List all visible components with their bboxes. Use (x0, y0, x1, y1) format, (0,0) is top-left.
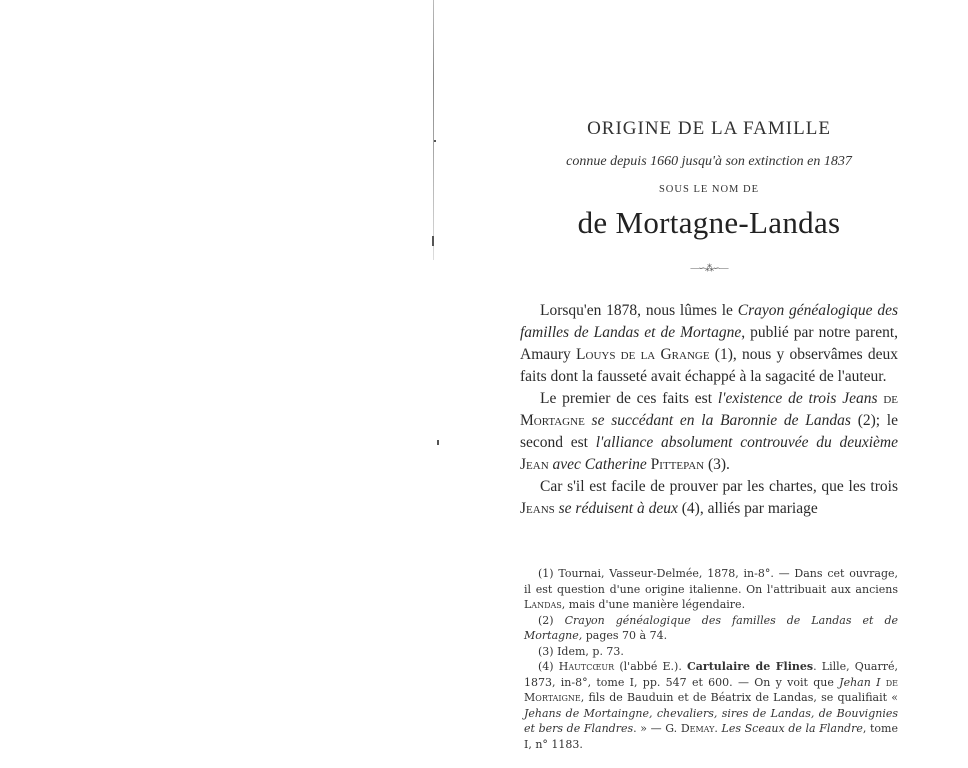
book-page (520, 118, 898, 520)
page-gutter-line (433, 0, 434, 260)
paragraph-2: Le premier de ces faits est l'existence de trois Jeans de Mortagne se succédant en la Baronnie de Landas (2); le second est l'alliance absolument controuvée du deuxième Jean avec Catherine Pittepan (3). (520, 390, 898, 473)
footnote-4: (4) Hautcœur (l'abbé E.). Cartulaire de Flines. Lille, Quarré, 1873, in-8°, tome I, pp. 547 et 600. — On y voit que Jehan I de Mortaigne, fils de Bauduin et de Béatrix de Landas, se qualifiait « Jehans de Mortaingne, chevaliers, sires de Landas, de Bouvignies et bers de Flandres. » — G. Demay. Les Sceaux de la Flandre, tome I, n° 1183. (524, 660, 898, 751)
scan-speck (432, 236, 434, 246)
footnote-3: (3) Idem, p. 73. (538, 644, 624, 658)
body-text (520, 300, 898, 520)
footnote-2: (2) Crayon généalogique des familles de Landas et de Mortagne, pages 70 à 74. (524, 613, 898, 642)
paragraph-1: Lorsqu'en 1878, nous lûmes le Crayon généalogique des familles de Landas et de Mortagne, publié par notre parent, Amaury Louys de la Grange (1), nous y observâmes deux faits dont la fausseté avait échappé à la sagacité de l'auteur. (520, 302, 899, 385)
scan-speck (437, 440, 439, 445)
footnote-1: (1) Tournai, Vasseur-Delmée, 1878, in-8°. — Dans cet ouvrage, il est question d'une origine italienne. On l'attribuait aux anciens Landas, mais d'une manière légendaire. (524, 567, 898, 611)
page-subtitle: connue depuis 1660 jusqu'à son extinction en 1837 (566, 154, 852, 169)
paragraph-3: Car s'il est facile de prouver par les chartes, que les trois Jeans se réduisent à deux (4), alliés par mariage (520, 478, 898, 517)
page-title: ORIGINE DE LA FAMILLE (587, 118, 831, 139)
scan-speck (434, 140, 436, 142)
footnotes (524, 566, 898, 752)
ornament-divider: —∽⁂∽— (690, 263, 728, 273)
family-name-heading: de Mortagne-Landas (577, 205, 841, 240)
sous-le-nom-de: SOUS LE NOM DE (658, 184, 760, 195)
